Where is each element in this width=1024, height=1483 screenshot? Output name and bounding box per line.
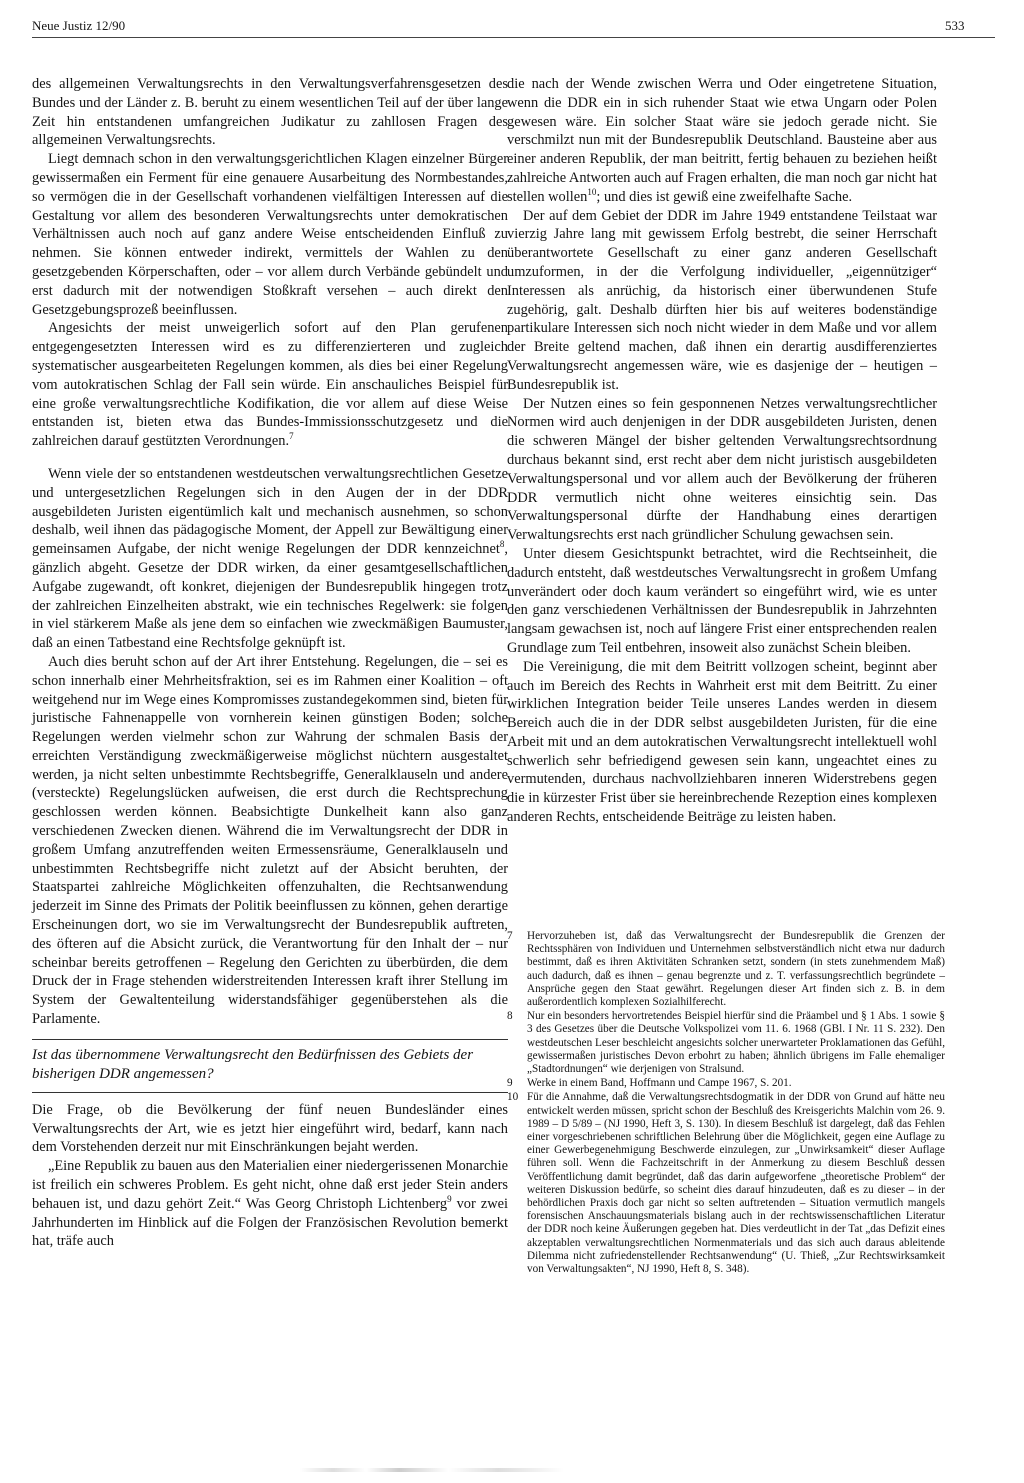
footnote-text: Hervorzuheben ist, daß das Verwaltungsrecht der Bundesrepublik die Grenzen der Rechtssphären von Individuen und Unternehmen selbstverständlich nicht etwa nur dadurch bestimmt, daß es ihren Aktivitäten Schranken setzt, sondern (in stets zunehmendem Maß) auch dadurch, daß es ihnen – genau begrenzte und z. T. verfassungsrechtlich begründete – Ansprüche gegen den Staat gewährt. Regelungen dieser Art finden sich z. B. in dem außerordentlich komplexen Sozialhilferecht. (527, 930, 945, 1009)
header-rule (32, 37, 995, 38)
footnote (507, 1091, 945, 1276)
paragraph: Der Nutzen eines so fein gesponnenen Netzes verwaltungsrechtlicher Normen wird auch denjenigen in der DDR ausgebildeten Juristen, denen die schweren Mängel der bisher geltenden Verwaltungsrechtsordnung durchaus bekannt sind, erst recht aber dem nicht juristisch ausgebildeten Verwaltungspersonal und vor allem auch der Bevölkerung der früheren DDR vermutlich nicht ohne weiteres einsichtig sein. Das Verwaltungspersonal dürfte der Handhabung eines derartigen Verwaltungsrechts erst nach gründlicher Schulung gewachsen sein. (507, 395, 937, 544)
paragraph-text: , gänzlich abgeht. Gesetze der DDR wirken, da einer gesamtgesellschaftlichen Aufgabe zugewandt, oft konkret, diejenigen der Bundesrepublik hingegen trotz der zahlreichen Einzelheiten abstrakt, wie ein technisches Regelwerk: sie folgen in viel stärkerem Maße als jene dem so einfachen wie zweckmäßigen Baumuster, daß an einen Tatbestand eine Rechtsfolge geknüpft ist. (32, 541, 508, 652)
paragraph: Die Frage, ob die Bevölkerung der fünf neuen Bundesländer eines Verwaltungsrechts der Art, wie es jetzt hier eingeführt wird, bedarf, kann nach dem Vorstehenden derzeit nur mit Einschränkungen bejaht werden. (32, 1101, 508, 1156)
paragraph: Liegt demnach schon in den verwaltungsgerichtlichen Klagen einzelner Bürger gewissermaßen ein Ferment für eine genauere Ausarbeitung des Normbestandes, so vermögen die in der Gesellschaft vorhandenen vielfältigen Interessen auf die Gestaltung vor allem des besonderen Verwaltungsrechts unter demokratischen Verhältnissen auch noch auf ganz andere Weise entscheidenden Einfluß zu nehmen. Sie können entweder indirekt, vermittels der Wahlen zu den gesetzgebenden Körperschaften, oder – vor allem durch Verbände gebündelt und erst dadurch mit der notwendigen Stoßkraft versehen – auch direkt den Gesetzgebungsprozeß beeinflussen. (32, 151, 508, 318)
paragraph-text: Wenn viele der so entstandenen westdeutschen verwaltungsrechtlichen Gesetze und untergesetzlichen Regelungen sich in den Augen der in der DDR ausgebildeten Juristen eigentümlich kalt und mechanisch ausnehmen, so schon deshalb, weil ihnen das pädagogische Moment, der Appell zur Bewältigung einer gemeinsamen Aufgabe, der nicht wenige Regelungen der DDR kennzeichnet (32, 465, 508, 558)
paragraph: Der auf dem Gebiet der DDR im Jahre 1949 entstandene Teilstaat war vierzig Jahre lang mit gewissem Erfolg bestrebt, die seiner Herrschaft überantwortete Gesellschaft zu einer ganz anderen Gesellschaft umzuformen, in der die Verfolgung individueller, „eigennütziger“ Interessen als anrüchig, da historisch einer überwundenen Stufe zugehörig, galt. Deshalb dürften hier bis auf weiteres bodenständige partikulare Interessen sich noch nicht wieder in dem Maße und vor allem der Breite geltend machen, daß ihnen ein derartig ausdifferenziertes Verwaltungsrecht angemessen wäre, wie es dasjenige der – heutigen – Bundesrepublik ist. (507, 207, 937, 393)
paragraph-text: ; und dies ist gewiß eine zweifelhafte Sache. (596, 188, 853, 205)
paragraph-text: die nach der Wende zwischen Werra und Oder eingetretene Situation, wenn die DDR ein in sich ruhender Staat wie etwa Ungarn oder Polen gewesen wäre. Ein solcher Staat wäre sie jedoch gerade nicht. Sie verschmilzt nun mit der Bundesrepublik Deutschland. Bausteine aber aus einer anderen Republik, der man beitritt, fertig behauen zu beziehen heißt zahlreiche Antworten auch auf Fragen erhalten, die man noch gar nicht hat stellen wollen (507, 76, 937, 205)
paragraph (32, 465, 508, 653)
footnote-ref: 7 (289, 431, 294, 442)
footnote-number: 7 (507, 930, 513, 942)
footnote-text: Nur ein besonders hervortretendes Beispiel hierfür sind die Präambel und § 1 Abs. 1 sowie § 3 des Gesetzes über die Deutsche Volkspolizei vom 11. 6. 1968 (GBl. I Nr. 11 S. 232). Den westdeutschen Leser beschleicht angesichts solcher unerwarteter Proklamationen das Gefühl, gewissermaßen juristisches Devon erbohrt zu haben; ähnlich übrigens im Falle ehemaliger „Stadtordnungen“ wie derjenigen von Stralsund. (527, 1010, 945, 1076)
left-column (32, 75, 508, 1251)
paragraph (507, 75, 937, 207)
paragraph-text: vor zwei Jahrhunderten im Hinblick auf die Folgen der Französischen Revolution bemerkt hat, träfe auch (32, 1195, 508, 1250)
footnote-number: 9 (507, 1077, 513, 1090)
paragraph: Auch dies beruht schon auf der Art ihrer Entstehung. Regelungen, die – sei es schon innerhalb einer Mehrheitsfraktion, sei es im Rahmen einer Koalition – oft weitgehend nur im Wege eines Kompromisses zustandegekommen sind, bieten für juristische Fahnenappelle von vornherein keinen günstigen Boden; solche Regelungen werden vielmehr schon zur Wahrung der schmalen Basis der erreichten Verständigung zweckmäßigerweise möglichst nüchtern ausgestaltet werden, ja nicht selten unbestimmte Rechtsbegriffe, Generalklauseln und andere (versteckte) Regelungslücken aufweisen, die erst durch die Rechtsprechung geschlossen werden können. Beabsichtigte Dunkelheit kann also ganz verschiedenen Zwecken dienen. Während die im Verwaltungsrecht der DDR in großem Umfang anzutreffenden weiten Ermessensräume, Generalklauseln und unbestimmten Rechtsbegriffe nicht zuletzt auf der Absicht beruhten, der Staatspartei zahlreiche Möglichkeiten offenzuhalten, die Rechtsanwendung jederzeit im Sinne des Primats der Politik beeinflussen zu können, gehen derartige Erscheinungen dort, wo sie im Verwaltungsrecht der Bundesrepublik auftreten, des öfteren auf die Absicht zurück, die Verantwortung für den Inhalt der – nur scheinbar bereits getroffenen – Regelung den Gerichten zu überbürden, die dem Druck der in Frage stehenden widerstreitenden Interessen kraft ihrer Stellung im System der Gewaltenteilung widerstandsfähiger gegenüberstehen als die Parlamente. (32, 653, 508, 1028)
running-header-journal: Neue Justiz 12/90 (32, 18, 126, 33)
footnote (507, 930, 945, 1009)
right-column (507, 75, 937, 827)
footnote (507, 1077, 945, 1090)
footnote-text: Für die Annahme, daß die Verwaltungsrechtsdogmatik in der DDR von Grund auf hätte neu entwickelt werden müssen, spricht schon der Beschluß des Kreisgerichts Malchin vom 26. 9. 1989 – D 5/89 – (NJ 1990, Heft 3, S. 130). In diesem Beschluß ist dargelegt, daß das Fehlen einer vorgeschriebenen schriftlichen Belehrung über die Möglichkeit, gegen eine Auflage zu einer Gewerbegenehmigung Beschwerde einzulegen, zur „Unwirksamkeit“ dieser Auflage führen soll. Wenn die Fachzeitschrift in der Anmerkung zu diesem Beschluß dessen Veröffentlichung damit begründet, daß das darin aufgeworfene „theoretische Problem“ der weiteren Diskussion bedürfe, so scheint dies darauf hinzudeuten, daß es zu dieser – in der behördlichen Praxis doch gar nicht so selten auftretenden – Situation vermutlich mangels forensischen Anschauungsmaterials bislang auch in der rechtswissenschaftlichen Literatur der DDR noch keine Äußerungen gegeben hat. Dies verdeutlicht in der Tat „das Defizit eines akzeptablen verwaltungsrechtlichen Normenmaterials und das sich auch daraus ableitende Dilemma nicht zufriedenstellender Rechtsanwendung“ (U. Thieß, „Zur Rechtswirksamkeit von Verwaltungsakten“, NJ 1990, Heft 8, S. 348). (527, 1091, 945, 1276)
paragraph-text: Angesichts der meist unweigerlich sofort auf den Plan gerufenen entgegengesetzten Interessen wird es zu differenzierteren und zugleich systematischer ausgearbeiteten Regelungen kommen, als dies bei einer Regelung vom autokratischen Schlag der Fall sein würde. Ein anschauliches Beispiel für eine große verwaltungsrechtliche Kodifikation, die vor allem auf diese Weise entstanden ist, bieten etwa das Bundes-Immissionsschutzgesetz und die zahlreichen darauf gestützten Verordnungen. (32, 320, 508, 450)
paragraph: Die Vereinigung, die mit dem Beitritt vollzogen scheint, beginnt aber auch im Bereich des Rechts in Wahrheit erst mit dem Beitritt. Zu einer wirklichen Integration beider Teile unseres Landes werden in diesem Bereich auch die in der DDR selbst ausgebildeten Juristen, für die eine Arbeit mit und an dem autokratischen Verwaltungsrecht intellektuell wohl schwerlich sehr befriedigend gewesen sein kann, ungeachtet eines zu vermutenden, durchaus nachvollziehbaren inneren Widerstrebens gegen die in kürzester Frist über sie hereinbrechende Rezeption eines komplexen anderen Rechts, entscheidende Beiträge zu leisten haben. (507, 658, 937, 826)
footnote (507, 1010, 945, 1076)
footnote-number: 8 (507, 1010, 513, 1023)
scan-artifact (300, 1468, 630, 1472)
paragraph: Unter diesem Gesichtspunkt betrachtet, wird die Rechtseinheit, die dadurch entsteht, daß westdeutsches Verwaltungsrecht in großem Umfang unverändert oder doch kaum verändert so eingeführt wird, wie es unter den ganz verschiedenen Verhältnissen der Bundesrepublik in Jahrzehnten langsam gewachsen ist, noch auf längere Frist einer entsprechenden realen Grundlage zum Teil entbehren, insoweit also zunächst Schein bleiben. (507, 545, 937, 656)
section-heading: Ist das übernommene Verwaltungsrecht den Bedürfnissen des Gebiets der bisherigen DDR angemessen? (32, 1039, 508, 1093)
page-number: 533 (945, 18, 965, 33)
paragraph (32, 1157, 508, 1251)
paragraph: des allgemeinen Verwaltungsrechts in den Verwaltungsverfahrensgesetzen des Bundes und der Länder z. B. beruht zu einem wesentlichen Teil auf der über lange Zeit hin entstandenen umfangreichen Judikatur zu zahllosen Fragen des allgemeinen Verwaltungsrechts. (32, 76, 508, 149)
footnotes (507, 930, 945, 1277)
footnote-ref: 10 (587, 186, 597, 197)
footnote-ref: 9 (447, 1194, 452, 1205)
footnote-number: 10 (507, 1091, 519, 1104)
paragraph (32, 319, 508, 451)
footnote-text: Werke in einem Band, Hoffmann und Campe 1967, S. 201. (527, 1077, 792, 1090)
footnote-ref: 8 (499, 539, 505, 550)
paragraph-text: „Eine Republik zu bauen aus den Materialien einer niedergerissenen Monarchie ist freilich ein schweres Problem. Es geht nicht, ohne daß erst jeder Stein anders behauen ist, und dazu gehört Zeit.“ Was Georg Christoph Lichtenberg (32, 1158, 508, 1212)
